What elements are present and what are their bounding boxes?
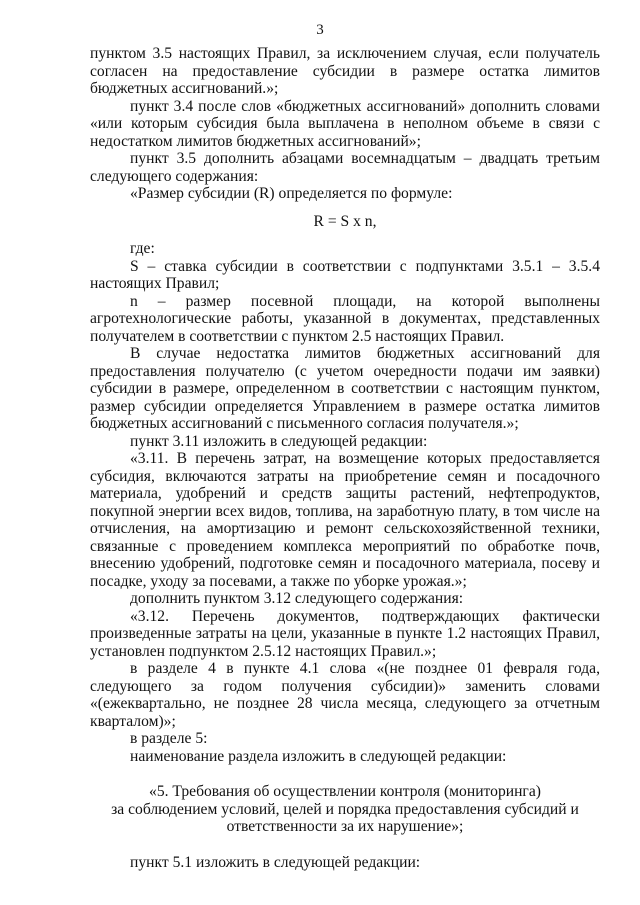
formula: R = S x n, xyxy=(313,212,377,230)
paragraph: В случае недостатка лимитов бюджетных ассигнований для предоставления получателю (с учетом очередности подачи им заявки) субсидии в размере, определенном в соответствии с настоящим пунктом, размер субсидии определяется Управлением в размере остатка лимитов бюджетных ассигнований с письменного согласия получателя.»; xyxy=(90,345,600,432)
paragraph: пункт 3.11 изложить в следующей редакции: xyxy=(130,432,428,450)
section-heading-line: «5. Требования об осуществлении контроля (мониторинга) xyxy=(149,783,541,800)
paragraph: «3.11. В перечень затрат, на возмещение которых предоставляется субсидия, включаются затраты на приобретение семян и посадочного материала, удобрений и средств защиты растений, нефтепродуктов, покупной энергии всех видов, топлива, на заработную плату, в том числе на отчисления, на амортизацию и ремонт сельскохозяйственной техники, связанные с проведением комплекса мероприятий по обработке почв, внесению удобрений, подготовке семян и посадочного материала, посеву и посадке, уходу за посевами, а также по уборке урожая.»; xyxy=(90,450,600,590)
page-number: 3 xyxy=(316,22,324,38)
section-heading-line: ответственности за их нарушение»; xyxy=(226,818,464,835)
paragraph: в разделе 4 в пункте 4.1 слова «(не позднее 01 февраля года, следующего за годом получения субсидии)» заменить словами «(ежеквартально, не позднее 28 числа месяца, следующего за отчетным кварталом)»; xyxy=(90,660,600,730)
paragraph: «3.12. Перечень документов, подтверждающих фактически произведенные затраты на цели, указанные в пункте 1.2 настоящих Правил, установлен подпунктом 2.5.12 настоящих Правил.»; xyxy=(90,607,600,660)
paragraph: n – размер посевной площади, на которой выполнены агротехнологические работы, указанной в документах, представленных получателем в соответствии с пунктом 2.5 настоящих Правил. xyxy=(90,292,600,345)
paragraph: пункт 5.1 изложить в следующей редакции: xyxy=(130,853,421,871)
paragraph: пункт 3.5 дополнить абзацами восемнадцатым – двадцать третьим следующего содержания: xyxy=(90,150,600,185)
spacer xyxy=(90,765,600,783)
paragraph: дополнить пунктом 3.12 следующего содержания: xyxy=(130,590,464,607)
spacer xyxy=(90,836,600,854)
paragraph: пунктом 3.5 настоящих Правил, за исключением случая, если получатель согласен на предоставление субсидии в размере остатка лимитов бюджетных ассигнований.»; xyxy=(90,45,600,97)
paragraph: в разделе 5: xyxy=(130,730,208,747)
document-body xyxy=(90,45,600,871)
paragraph: пункт 3.4 после слов «бюджетных ассигнований» дополнить словами «или которым субсидия была выплачена в неполном объеме в связи с недостатком лимитов бюджетных ассигнований»; xyxy=(90,97,600,150)
paragraph: S – ставка субсидии в соответствии с подпунктами 3.5.1 – 3.5.4 настоящих Правил; xyxy=(90,257,600,292)
paragraph: наименование раздела изложить в следующей редакции: xyxy=(130,747,507,765)
section-heading-line: за соблюдением условий, целей и порядка предоставления субсидий и xyxy=(111,800,579,818)
paragraph: где: xyxy=(130,240,155,257)
paragraph: «Размер субсидии (R) определяется по формуле: xyxy=(130,185,453,202)
